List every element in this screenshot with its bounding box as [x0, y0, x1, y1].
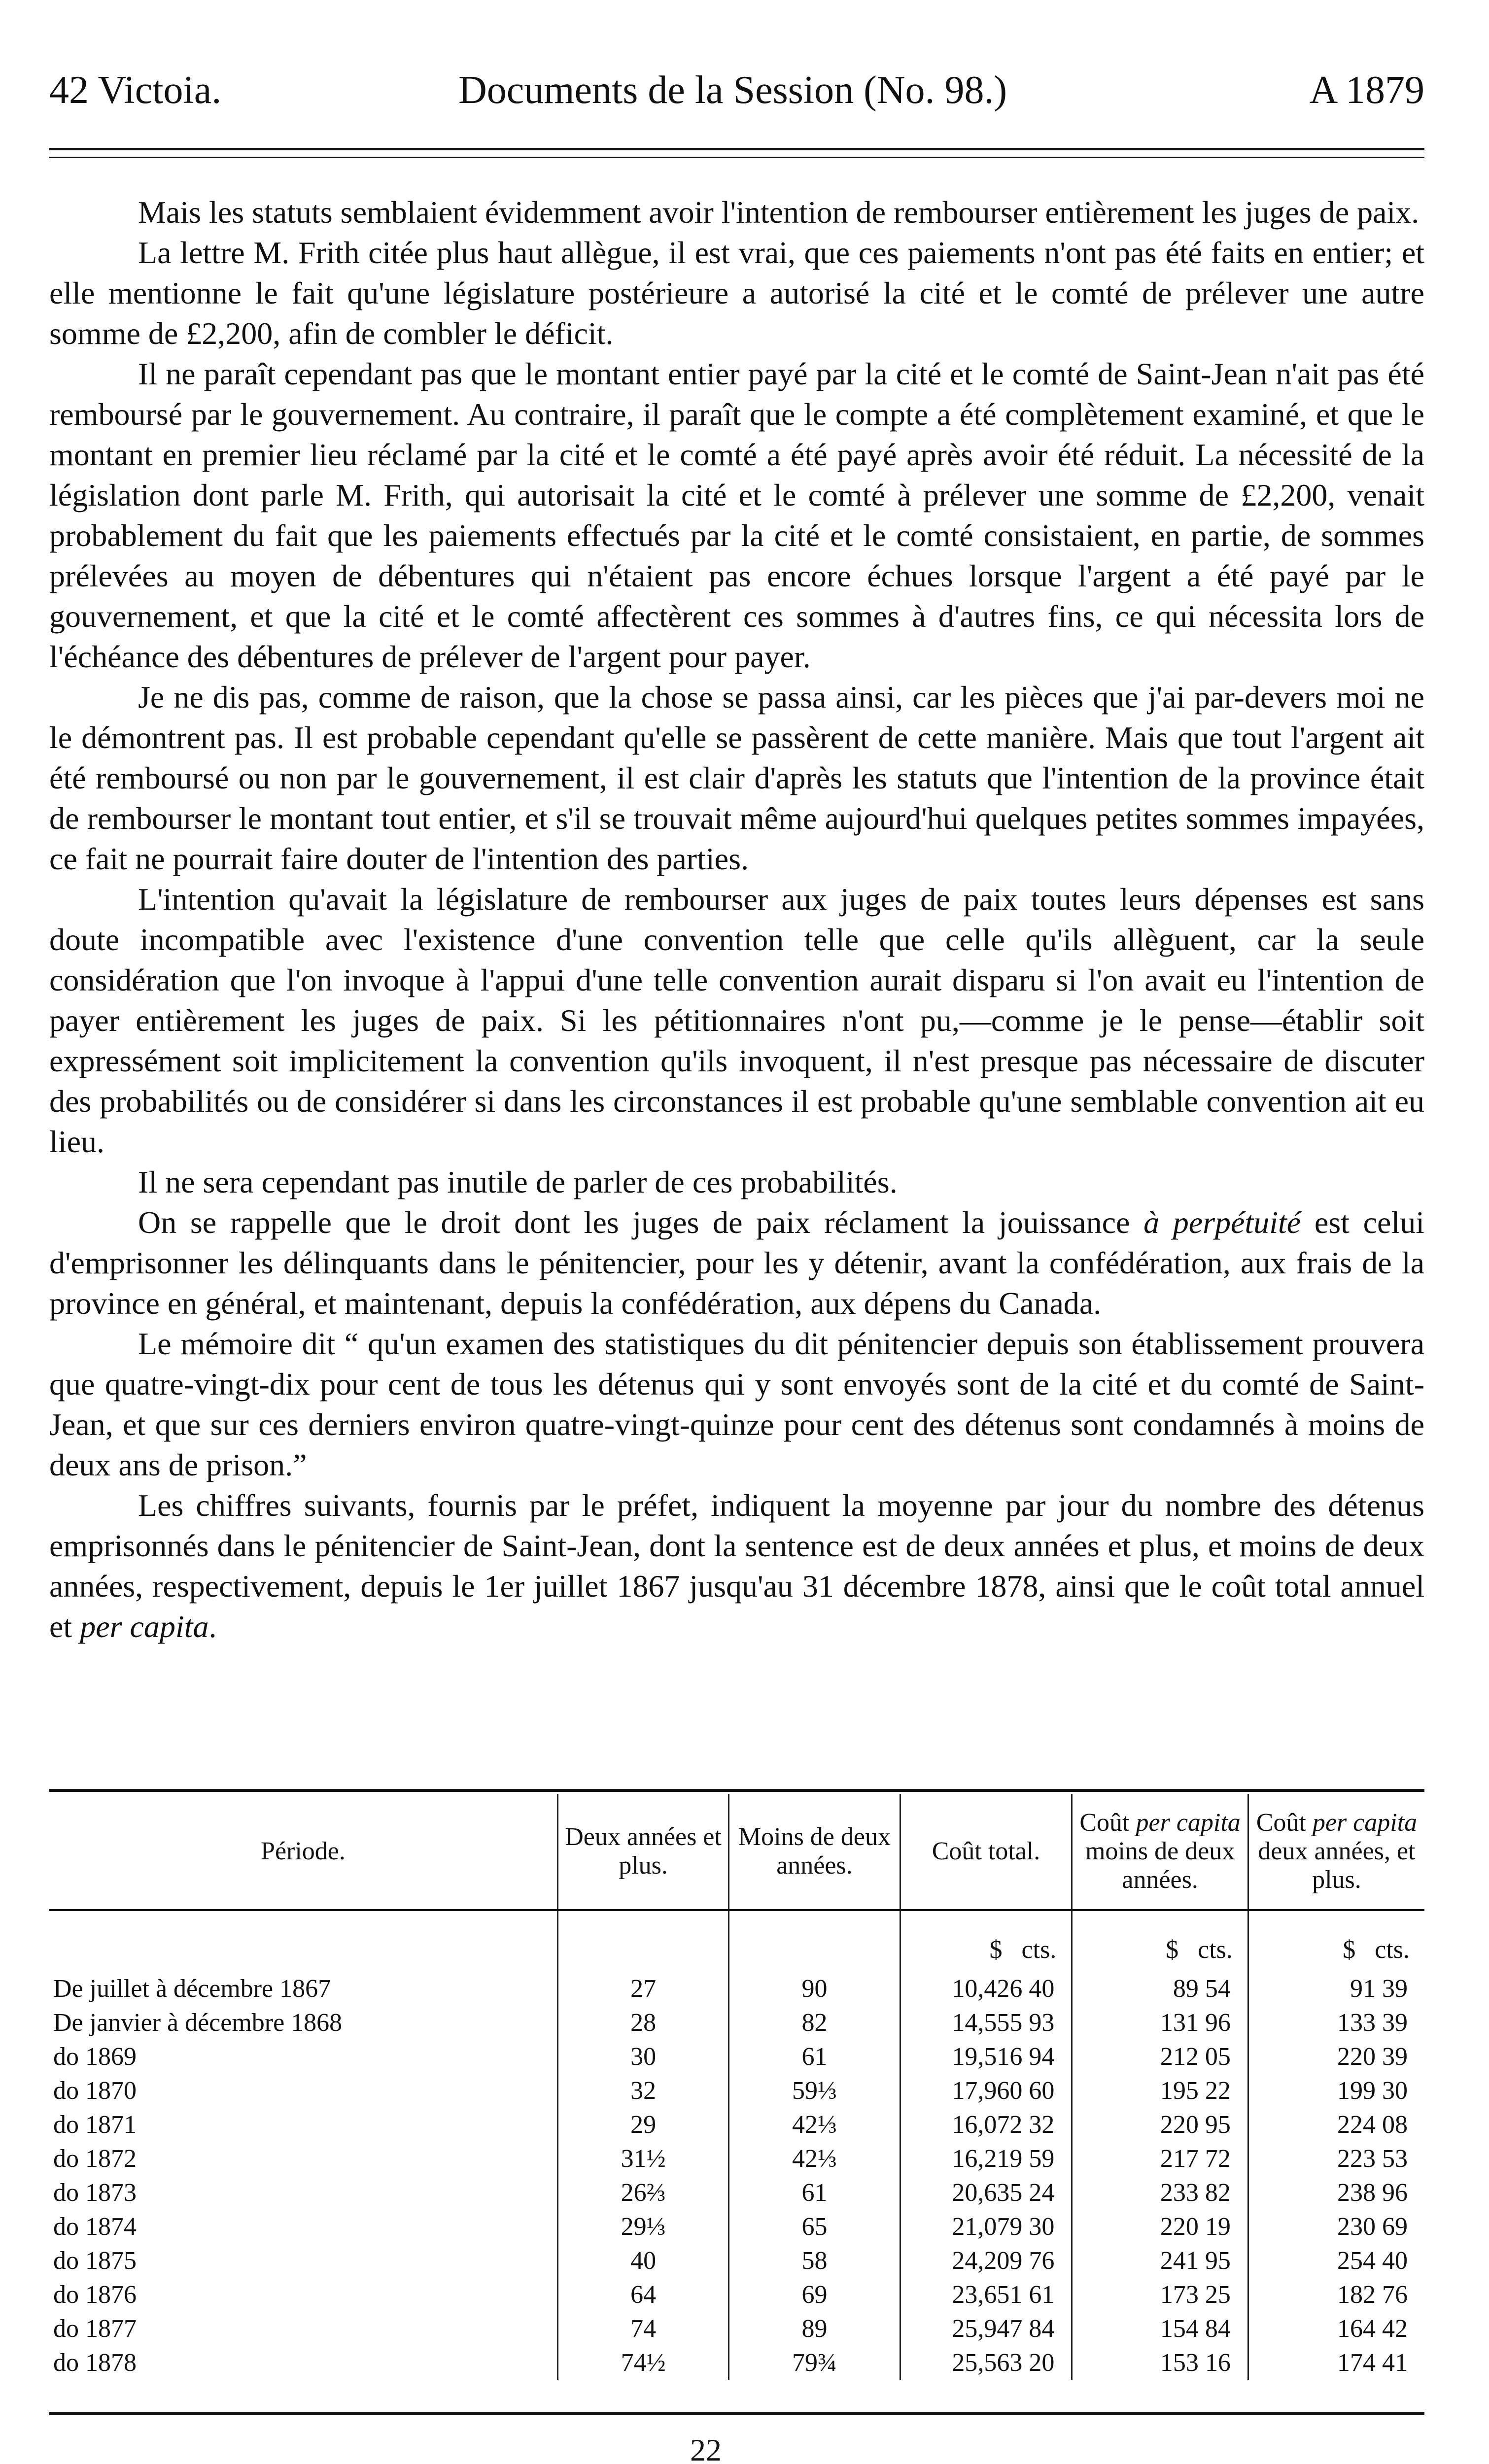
period-cell: De juillet à décembre 1867 [53, 1975, 331, 2003]
moins-deux-cell: 89 [729, 2312, 900, 2346]
table-row [49, 2346, 1424, 2380]
period-cell: do 1873 [53, 2179, 137, 2207]
table-row [49, 2074, 1424, 2108]
cout-moins-cell: 195 22 [1072, 2074, 1248, 2108]
page-header [49, 68, 1424, 122]
cout-total-cell: 16,072 32 [900, 2108, 1072, 2142]
cout-moins-cell: 173 25 [1072, 2278, 1248, 2312]
cout-moins-cell: 131 96 [1072, 2006, 1248, 2040]
cout-plus-cell: 199 30 [1248, 2074, 1424, 2108]
header-year: A 1879 [1309, 68, 1424, 112]
table-row [49, 2278, 1424, 2312]
body-text [49, 192, 1424, 1647]
header-cout-plus: Coût per capita deux années, et plus. [1248, 1794, 1424, 1910]
table-row [49, 2142, 1424, 2176]
moins-deux-cell: 59⅓ [729, 2074, 900, 2108]
cout-total-cell: 21,079 30 [900, 2210, 1072, 2244]
table-body [49, 1910, 1424, 2380]
header-rule-top [49, 148, 1424, 150]
cout-plus-cell: 133 39 [1248, 2006, 1424, 2040]
deux-plus-cell: 30 [557, 2040, 728, 2074]
cout-moins-cell: 89 54 [1072, 1972, 1248, 2006]
header-cout-moins: Coût per capita moins de deux années. [1072, 1794, 1248, 1910]
header-rule-bottom [49, 157, 1424, 158]
deux-plus-cell: 27 [557, 1972, 728, 2006]
cout-plus-cell: 223 53 [1248, 2142, 1424, 2176]
header-cout-total: Coût total. [900, 1794, 1072, 1910]
cout-moins-cell: 220 95 [1072, 2108, 1248, 2142]
paragraph: Il ne paraît cependant pas que le montant entier payé par la cité et le comté de Saint-Jean n'ait pas été remboursé par le gouvernement. Au contraire, il paraît que le compte a été complètement examiné, et que le montant en premier lieu réclamé par la cité et le comté a été payé après avoir été réduit. La nécessité de la législation dont parle M. Frith, qui autorisait la cité et le comté à prélever une somme de £2,200, venait probablement du fait que les paiements effectués par la cité et le comté consistaient, en partie, de sommes prélevées au moyen de débentures qui n'étaient pas encore échues lorsque l'argent a été payé par le gouvernement, et que la cité et le comté affectèrent ces sommes à d'autres fins, ce qui nécessita lors de l'échéance des débentures de prélever de l'argent pour payer. [49, 356, 1424, 674]
moins-deux-cell: 82 [729, 2006, 900, 2040]
cout-total-cell: 25,947 84 [900, 2312, 1072, 2346]
cout-total-cell: 19,516 94 [900, 2040, 1072, 2074]
cout-plus-cell: 91 39 [1248, 1972, 1424, 2006]
paragraph: Il ne sera cependant pas inutile de parler de ces probabilités. [138, 1164, 898, 1199]
table-top-rule [49, 1789, 1424, 1792]
period-cell: do 1876 [53, 2281, 137, 2309]
table-row [49, 2108, 1424, 2142]
period-cell: do 1874 [53, 2213, 137, 2241]
header-moins-deux: Moins de deux années. [729, 1794, 900, 1910]
units-total: $ cts. [900, 1910, 1072, 1972]
table-header-row [49, 1794, 1424, 1910]
moins-deux-cell: 90 [729, 1972, 900, 2006]
deux-plus-cell: 28 [557, 2006, 728, 2040]
header-period: Période. [49, 1794, 557, 1910]
cout-plus-cell: 220 39 [1248, 2040, 1424, 2074]
units-row [49, 1910, 1424, 1972]
deux-plus-cell: 26⅔ [557, 2176, 728, 2210]
footer-rule [49, 2412, 1424, 2415]
period-cell: do 1869 [53, 2043, 137, 2071]
header-session-year: 42 Victoia. [49, 68, 222, 112]
statistics-table-wrapper [49, 1794, 1424, 2380]
cout-moins-cell: 153 16 [1072, 2346, 1248, 2380]
period-cell: do 1871 [53, 2111, 137, 2139]
table-row [49, 1972, 1424, 2006]
cout-total-cell: 24,209 76 [900, 2244, 1072, 2278]
period-cell: do 1872 [53, 2145, 137, 2173]
moins-deux-cell: 42⅓ [729, 2108, 900, 2142]
cout-total-cell: 16,219 59 [900, 2142, 1072, 2176]
moins-deux-cell: 61 [729, 2040, 900, 2074]
table-row [49, 2312, 1424, 2346]
deux-plus-cell: 74 [557, 2312, 728, 2346]
deux-plus-cell: 29⅓ [557, 2210, 728, 2244]
cout-total-cell: 14,555 93 [900, 2006, 1072, 2040]
moins-deux-cell: 42⅓ [729, 2142, 900, 2176]
moins-deux-cell: 79¾ [729, 2346, 900, 2380]
cout-plus-cell: 224 08 [1248, 2108, 1424, 2142]
deux-plus-cell: 74½ [557, 2346, 728, 2380]
paragraph-chiffres: Les chiffres suivants, fournis par le préfet, indiquent la moyenne par jour du nombre des détenus emprisonnés dans le pénitencier de Saint-Jean, dont la sentence est de deux années et plus, et moins de deux années, respectivement, depuis le 1er juillet 1867 jusqu'au 31 décembre 1878, ainsi que le coût total annuel et per capita. [49, 1488, 1424, 1644]
paragraph-memoire: Le mémoire dit “ qu'un examen des statistiques du dit pénitencier depuis son établissement prouvera que quatre-vingt-dix pour cent de tous les détenus qui y sont envoyés sont de la cité et du comté de Saint-Jean, et que sur ces derniers environ quatre-vingt-quinze pour cent des détenus sont condamnés à moins de deux ans de prison.” [49, 1326, 1424, 1482]
cout-moins-cell: 241 95 [1072, 2244, 1248, 2278]
table-row [49, 2006, 1424, 2040]
cout-moins-cell: 154 84 [1072, 2312, 1248, 2346]
deux-plus-cell: 29 [557, 2108, 728, 2142]
cout-total-cell: 20,635 24 [900, 2176, 1072, 2210]
moins-deux-cell: 69 [729, 2278, 900, 2312]
period-cell: De janvier à décembre 1868 [53, 2009, 343, 2037]
header-document-title: Documents de la Session (No. 98.) [458, 68, 1007, 112]
period-cell: do 1877 [53, 2315, 137, 2343]
statistics-table [49, 1794, 1424, 2380]
deux-plus-cell: 64 [557, 2278, 728, 2312]
table-row [49, 2244, 1424, 2278]
period-cell: do 1870 [53, 2077, 137, 2105]
cout-plus-cell: 230 69 [1248, 2210, 1424, 2244]
cout-plus-cell: 164 42 [1248, 2312, 1424, 2346]
deux-plus-cell: 40 [557, 2244, 728, 2278]
cout-total-cell: 17,960 60 [900, 2074, 1072, 2108]
cout-plus-cell: 174 41 [1248, 2346, 1424, 2380]
moins-deux-cell: 61 [729, 2176, 900, 2210]
period-cell: do 1878 [53, 2349, 137, 2377]
paragraph: La lettre M. Frith citée plus haut allègue, il est vrai, que ces paiements n'ont pas été faits en entier; et elle mentionne le fait qu'une législature postérieure a autorisé la cité et le comté de prélever une autre somme de £2,200, afin de combler le déficit. [49, 235, 1424, 351]
paragraph: Mais les statuts semblaient évidemment avoir l'intention de rembourser entièrement les juges de paix. [138, 195, 1420, 230]
paragraph: L'intention qu'avait la législature de rembourser aux juges de paix toutes leurs dépenses est sans doute incompatible avec l'existence d'une convention telle que celle qu'ils allèguent, car la seule considération que l'on invoque à l'appui d'une telle convention aurait disparu si l'on avait eu l'intention de payer entièrement les juges de paix. Si les pétitionnaires n'ont pu,—comme je le pense—établir soit expressément soit implicitement la convention qu'ils invoquent, il n'est presque pas nécessaire de discuter des probabilités ou de considérer si dans les circonstances il est probable qu'une semblable convention ait eu lieu. [49, 882, 1424, 1159]
period-cell: do 1875 [53, 2247, 137, 2275]
header-deux-plus: Deux années et plus. [557, 1794, 728, 1910]
cout-plus-cell: 254 40 [1248, 2244, 1424, 2278]
units-cap-moins: $ cts. [1072, 1910, 1248, 1972]
cout-moins-cell: 233 82 [1072, 2176, 1248, 2210]
cout-moins-cell: 212 05 [1072, 2040, 1248, 2074]
cout-moins-cell: 217 72 [1072, 2142, 1248, 2176]
cout-plus-cell: 182 76 [1248, 2278, 1424, 2312]
cout-total-cell: 10,426 40 [900, 1972, 1072, 2006]
moins-deux-cell: 58 [729, 2244, 900, 2278]
cout-total-cell: 25,563 20 [900, 2346, 1072, 2380]
units-cap-plus: $ cts. [1248, 1910, 1424, 1972]
table-row [49, 2176, 1424, 2210]
table-row [49, 2210, 1424, 2244]
deux-plus-cell: 31½ [557, 2142, 728, 2176]
moins-deux-cell: 65 [729, 2210, 900, 2244]
cout-total-cell: 23,651 61 [900, 2278, 1072, 2312]
page-number: 22 [690, 2432, 722, 2464]
cout-moins-cell: 220 19 [1072, 2210, 1248, 2244]
cout-plus-cell: 238 96 [1248, 2176, 1424, 2210]
paragraph-perpetuite: On se rappelle que le droit dont les juges de paix réclament la jouissance à perpétuité est celui d'emprisonner les délinquants dans le pénitencier, pour les y détenir, avant la confédération, aux frais de la province en général, et maintenant, depuis la confédération, aux dépens du Canada. [49, 1205, 1425, 1321]
deux-plus-cell: 32 [557, 2074, 728, 2108]
table-row [49, 2040, 1424, 2074]
paragraph: Je ne dis pas, comme de raison, que la chose se passa ainsi, car les pièces que j'ai par-devers moi ne le démontrent pas. Il est probable cependant qu'elle se passèrent de cette manière. Mais que tout l'argent ait été remboursé ou non par le gouvernement, il est clair d'après les statuts que l'intention de la province était de rembourser le montant tout entier, et s'il se trouvait même aujourd'hui quelques petites sommes impayées, ce fait ne pourrait faire douter de l'intention des parties. [49, 680, 1424, 876]
